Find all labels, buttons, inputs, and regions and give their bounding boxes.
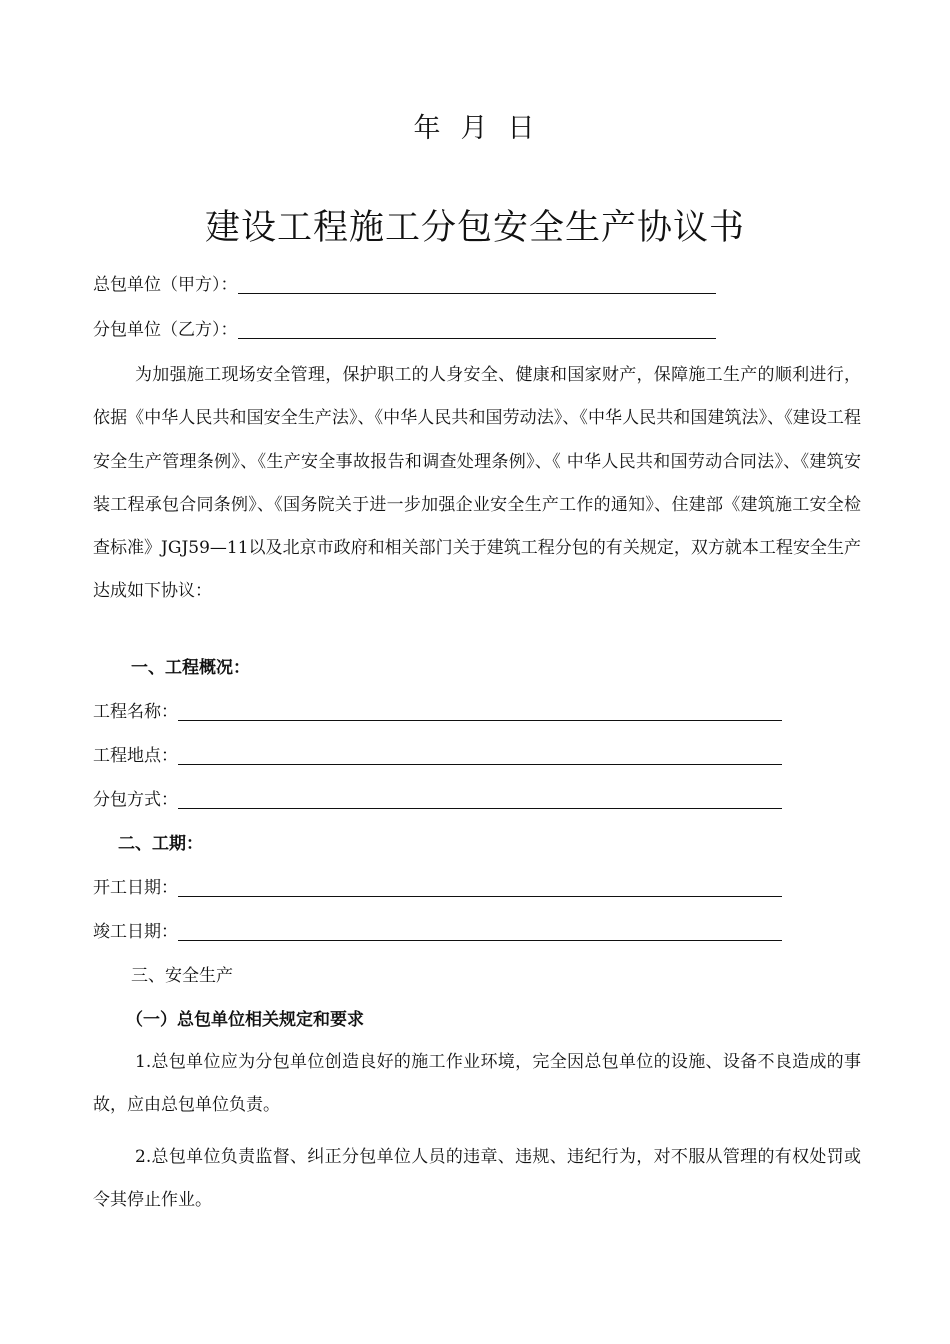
project-location-label: 工程地点： — [93, 746, 178, 766]
date-line — [0, 106, 950, 145]
project-location-field — [93, 744, 782, 768]
contractor-field — [93, 273, 716, 297]
end-date-field — [93, 920, 782, 944]
subcontract-method-blank[interactable] — [178, 790, 782, 809]
year-label: 年 — [413, 113, 443, 144]
subcontract-method-field — [93, 788, 782, 812]
month-label: 月 — [460, 113, 490, 144]
project-name-field — [93, 700, 782, 724]
subcontract-method-label: 分包方式： — [93, 790, 178, 810]
section3-item2: 2.总包单位负责监督、纠正分包单位人员的违章、违规、违纪行为，对不服从管理的有权处罚或令其停止作业。 — [93, 1147, 861, 1211]
section3-item1: 1.总包单位应为分包单位创造良好的施工作业环境，完全因总包单位的设施、设备不良造成的事故，应由总包单位负责。 — [93, 1052, 861, 1116]
start-date-label: 开工日期： — [93, 878, 178, 898]
contractor-label: 总包单位（甲方）： — [93, 275, 238, 295]
end-date-blank[interactable] — [178, 922, 782, 941]
day-label: 日 — [507, 113, 537, 144]
subcontractor-field — [93, 318, 716, 342]
project-location-blank[interactable] — [178, 746, 782, 765]
section3-heading: 三、安全生产 — [131, 966, 233, 986]
intro-paragraph: 为加强施工现场安全管理，保护职工的人身安全、健康和国家财产，保障施工生产的顺利进行，依据《中华人民共和国安全生产法》、《中华人民共和国劳动法》、《中华人民共和国建筑法》、《建设工程安全生产管理条例》、《生产安全事故报告和调查处理条例》、《 中华人民共和国劳动合同法》、《建筑安装工程承包合同条例》、《国务院关于进一步加强企业安全生产工作的通知》、住建部《建筑施工安全检查标准》JGJ59—11以及北京市政府和相关部门关于建筑工程分包的有关规定，双方就本工程安全生产达成如下协议： — [93, 365, 861, 602]
document-title: 建设工程施工分包安全生产协议书 — [204, 208, 745, 248]
start-date-field — [93, 876, 782, 900]
project-name-blank[interactable] — [178, 702, 782, 721]
section2-heading: 二、工期： — [118, 834, 203, 854]
end-date-label: 竣工日期： — [93, 922, 178, 942]
section1-heading: 一、工程概况： — [131, 658, 250, 678]
subcontractor-label: 分包单位（乙方）： — [93, 320, 238, 340]
section3-subheading: （一）总包单位相关规定和要求 — [126, 1010, 364, 1030]
contractor-blank[interactable] — [238, 275, 716, 294]
subcontractor-blank[interactable] — [238, 320, 716, 339]
project-name-label: 工程名称： — [93, 702, 178, 722]
start-date-blank[interactable] — [178, 878, 782, 897]
